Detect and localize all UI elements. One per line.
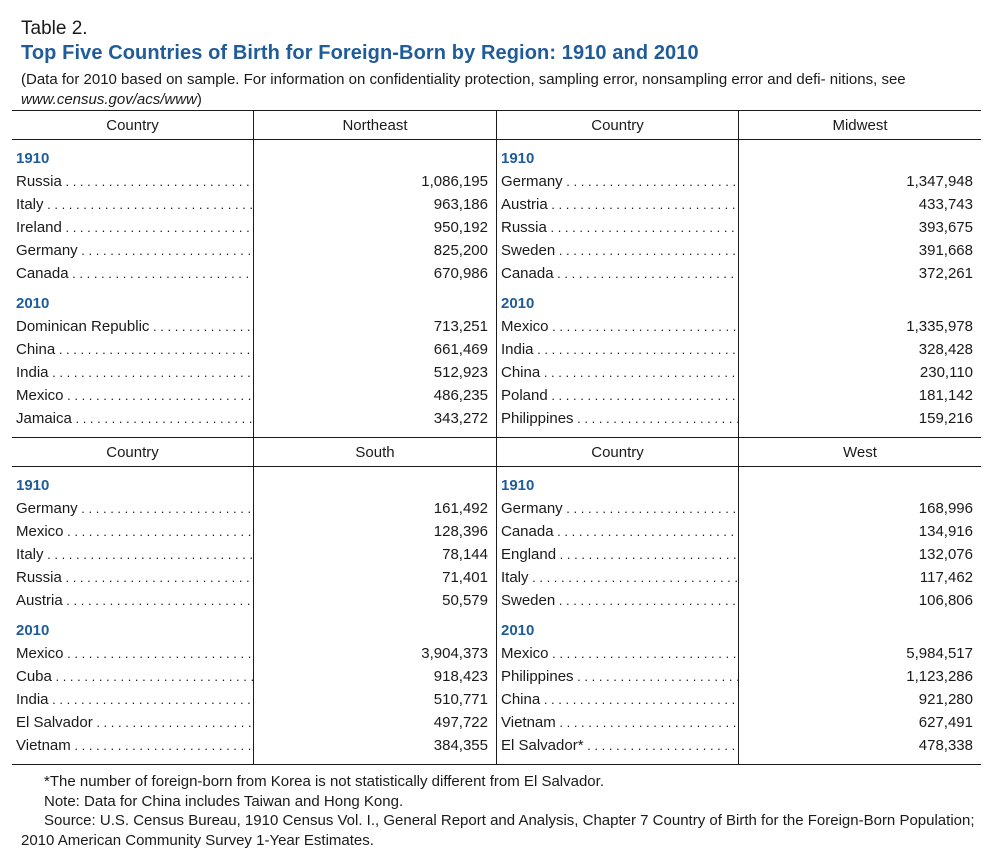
column-header-region: Midwest xyxy=(739,111,981,140)
row-gap xyxy=(739,430,981,437)
value-cell: 1,335,978 xyxy=(906,318,973,335)
value-cell: 384,355 xyxy=(433,737,488,754)
year-heading-spacer xyxy=(739,612,981,642)
row-gap xyxy=(739,757,981,764)
value-cell: 510,771 xyxy=(433,691,488,708)
year-heading-spacer xyxy=(254,612,496,642)
value-cell: 132,076 xyxy=(918,546,973,563)
region-panel xyxy=(496,438,981,764)
value-cell: 918,423 xyxy=(433,668,488,685)
value-cell: 117,462 xyxy=(919,569,973,586)
value-cell: 713,251 xyxy=(433,318,488,335)
value-cell: 1,347,948 xyxy=(906,173,973,190)
column-header-country: Country xyxy=(497,111,738,140)
value-cell: 71,401 xyxy=(442,569,488,586)
country-cell: Mexico . . . xyxy=(497,642,738,665)
value-cell: 134,916 xyxy=(918,523,973,540)
value-column xyxy=(739,438,981,764)
note-china: Note: Data for China includes Taiwan and Hong Kong. xyxy=(44,792,404,810)
year-heading-spacer xyxy=(254,285,496,315)
value-cell: 159,216 xyxy=(918,410,973,427)
country-cell: Italy . . . xyxy=(497,566,738,589)
country-cell: Mexico . . . xyxy=(12,384,253,407)
country-cell: El Salvador . . . xyxy=(12,711,253,734)
country-cell: Russia . . . xyxy=(497,216,738,239)
value-cell: 1,123,286 xyxy=(906,668,973,685)
table-block-bottom xyxy=(12,437,981,764)
value-cell: 670,986 xyxy=(433,265,488,282)
column-header-region: Northeast xyxy=(254,111,496,140)
country-cell: Mexico . . . xyxy=(497,315,738,338)
column-header-region: West xyxy=(739,438,981,467)
country-cell: Italy . . . xyxy=(12,543,253,566)
country-cell: Vietnam . . . xyxy=(12,734,253,757)
country-cell: India . . . xyxy=(12,688,253,711)
value-cell: 161,492 xyxy=(433,500,488,517)
year-heading-spacer xyxy=(739,140,981,170)
country-cell: Ireland . . . xyxy=(12,216,253,239)
country-cell: Austria . . . xyxy=(497,193,738,216)
country-column xyxy=(497,111,739,437)
source-note: Source: U.S. Census Bureau, 1910 Census Vol. I., General Report and Analysis, Chapter 7 Country of Birth for the Foreign-Born Population; 2010 American Community Survey 1-Year Estimates. xyxy=(21,812,975,849)
value-cell: 497,722 xyxy=(433,714,488,731)
country-cell: China . . . xyxy=(12,338,253,361)
country-cell: Philippines . . . xyxy=(497,665,738,688)
table-subtitle xyxy=(21,70,981,110)
country-column xyxy=(497,438,739,764)
value-cell: 3,904,373 xyxy=(421,645,488,662)
country-cell: Canada . . . xyxy=(497,262,738,285)
country-cell: Germany . . . xyxy=(12,239,253,262)
value-cell: 230,110 xyxy=(919,364,973,381)
country-cell: China . . . xyxy=(497,361,738,384)
value-cell: 478,338 xyxy=(918,737,973,754)
table-label: Table 2. xyxy=(21,18,88,39)
country-cell: Germany . . . xyxy=(497,170,738,193)
year-heading: 2010 xyxy=(501,295,535,312)
value-cell: 1,086,195 xyxy=(421,173,488,190)
value-column xyxy=(739,111,981,437)
row-gap xyxy=(12,757,253,764)
table-notes xyxy=(21,772,983,850)
row-gap xyxy=(254,430,496,437)
country-cell: Sweden . . . xyxy=(497,589,738,612)
country-cell: Mexico . . . xyxy=(12,520,253,543)
country-cell: El Salvador* . . . xyxy=(497,734,738,757)
value-cell: 950,192 xyxy=(433,219,488,236)
value-cell: 50,579 xyxy=(442,592,488,609)
country-cell: Vietnam . . . xyxy=(497,711,738,734)
country-cell: India . . . xyxy=(497,338,738,361)
year-heading: 1910 xyxy=(501,477,535,494)
column-header-country: Country xyxy=(12,111,253,140)
value-cell: 391,668 xyxy=(918,242,973,259)
value-cell: 78,144 xyxy=(442,546,488,563)
row-gap xyxy=(254,757,496,764)
country-cell: Russia . . . xyxy=(12,170,253,193)
country-cell: Mexico . . . xyxy=(12,642,253,665)
country-cell: Austria . . . xyxy=(12,589,253,612)
table-title: Top Five Countries of Birth for Foreign-Born by Region: 1910 and 2010 xyxy=(21,42,699,64)
subtitle-end: ) xyxy=(196,91,202,108)
year-heading-spacer xyxy=(739,467,981,497)
country-column xyxy=(12,438,254,764)
country-cell: Russia . . . xyxy=(12,566,253,589)
year-heading: 2010 xyxy=(16,295,50,312)
value-cell: 106,806 xyxy=(918,592,973,609)
value-cell: 512,923 xyxy=(433,364,488,381)
footnote-korea: *The number of foreign-born from Korea is not statistically different from El Salvador. xyxy=(44,773,604,790)
value-cell: 393,675 xyxy=(918,219,973,236)
value-cell: 5,984,517 xyxy=(906,645,973,662)
country-cell: Canada . . . xyxy=(497,520,738,543)
row-gap xyxy=(12,430,253,437)
country-cell: Germany . . . xyxy=(497,497,738,520)
year-heading: 2010 xyxy=(16,622,50,639)
country-cell: Cuba . . . xyxy=(12,665,253,688)
country-cell: Sweden . . . xyxy=(497,239,738,262)
year-heading-spacer xyxy=(254,467,496,497)
value-cell: 343,272 xyxy=(433,410,488,427)
table-block-top xyxy=(12,111,981,437)
country-cell: China . . . xyxy=(497,688,738,711)
country-cell: Italy . . . xyxy=(12,193,253,216)
value-cell: 128,396 xyxy=(433,523,488,540)
row-gap xyxy=(497,757,738,764)
year-heading: 1910 xyxy=(16,150,50,167)
country-cell: Poland . . . xyxy=(497,384,738,407)
country-cell: Philippines . . . xyxy=(497,407,738,430)
year-heading-spacer xyxy=(254,140,496,170)
value-column xyxy=(254,111,496,437)
value-cell: 181,142 xyxy=(918,387,973,404)
value-cell: 921,280 xyxy=(918,691,973,708)
column-header-country: Country xyxy=(12,438,253,467)
year-heading: 2010 xyxy=(501,622,535,639)
subtitle-text: (Data for 2010 based on sample. For information on confidentiality protection, sampling error, nonsampling error and defi- nitions, see xyxy=(21,71,906,88)
value-cell: 168,996 xyxy=(918,500,973,517)
country-cell: Germany . . . xyxy=(12,497,253,520)
value-cell: 486,235 xyxy=(433,387,488,404)
value-cell: 825,200 xyxy=(433,242,488,259)
year-heading: 1910 xyxy=(16,477,50,494)
value-cell: 328,428 xyxy=(918,341,973,358)
country-column xyxy=(12,111,254,437)
value-cell: 963,186 xyxy=(433,196,488,213)
column-header-region: South xyxy=(254,438,496,467)
value-column xyxy=(254,438,496,764)
census-url: www.census.gov/acs/www xyxy=(21,91,197,108)
value-cell: 661,469 xyxy=(433,341,488,358)
country-cell: Dominican Republic . . . xyxy=(12,315,253,338)
column-header-country: Country xyxy=(497,438,738,467)
value-cell: 372,261 xyxy=(918,265,973,282)
value-cell: 433,743 xyxy=(918,196,973,213)
country-cell: Canada . . . xyxy=(12,262,253,285)
country-cell: Jamaica . . . xyxy=(12,407,253,430)
year-heading-spacer xyxy=(739,285,981,315)
country-cell: India . . . xyxy=(12,361,253,384)
region-panel xyxy=(496,111,981,437)
year-heading: 1910 xyxy=(501,150,535,167)
row-gap xyxy=(497,430,738,437)
country-cell: England . . . xyxy=(497,543,738,566)
region-panel xyxy=(12,438,496,764)
value-cell: 627,491 xyxy=(918,714,973,731)
foreign-born-table xyxy=(12,110,981,765)
region-panel xyxy=(12,111,496,437)
